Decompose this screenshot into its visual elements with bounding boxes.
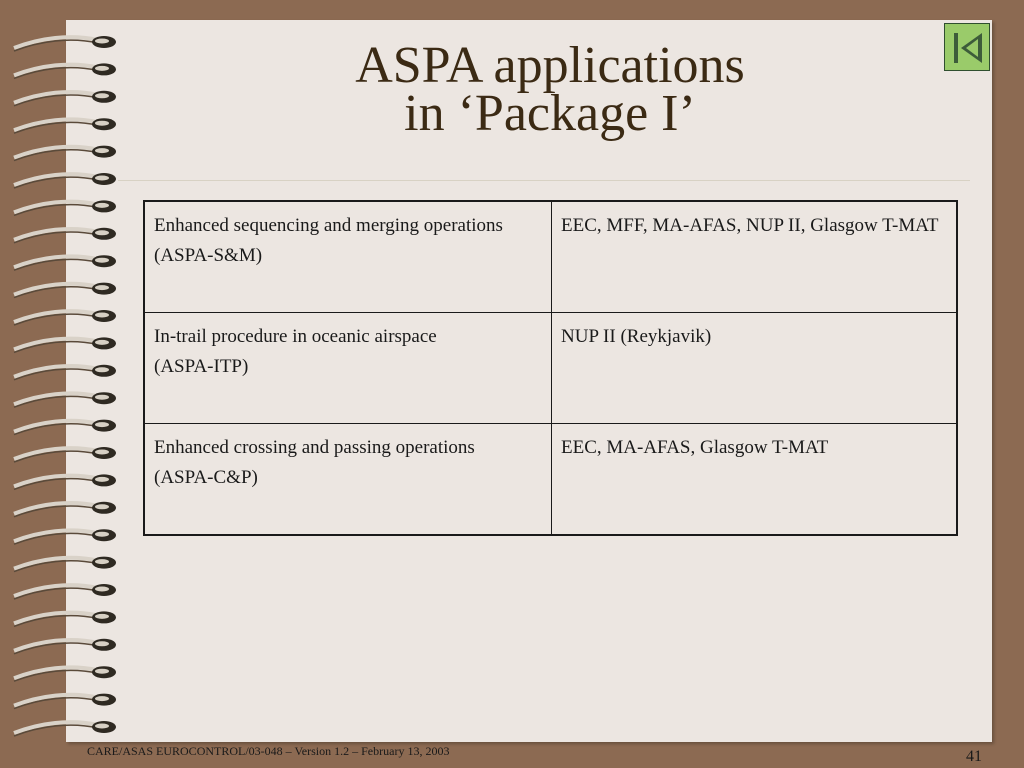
spiral-hole-highlight: [95, 176, 109, 181]
spiral-hole-highlight: [95, 724, 109, 729]
spiral-hole-highlight: [95, 121, 109, 126]
application-text: (ASPA-C&P): [154, 467, 258, 488]
spiral-hole-highlight: [95, 230, 109, 235]
spiral-hole-highlight: [95, 669, 109, 674]
title-line-1: ASPA applications: [355, 37, 745, 94]
application-text: (ASPA-ITP): [154, 356, 249, 377]
spiral-hole-highlight: [95, 559, 109, 564]
spiral-hole-highlight: [95, 477, 109, 482]
spiral-hole-highlight: [95, 614, 109, 619]
first-slide-button[interactable]: [944, 23, 990, 71]
projects-cell: [552, 313, 958, 424]
application-cell: [144, 201, 552, 313]
spiral-hole-highlight: [95, 148, 109, 153]
projects-cell: [552, 424, 958, 536]
spiral-hole-highlight: [95, 422, 109, 427]
spiral-hole-highlight: [95, 532, 109, 537]
spiral-hole-highlight: [95, 395, 109, 400]
title-divider: [118, 180, 970, 181]
application-text: Enhanced sequencing and merging operations: [154, 215, 503, 236]
projects-text: EEC, MA-AFAS, Glasgow T-MAT: [561, 437, 829, 458]
spiral-hole-highlight: [95, 641, 109, 646]
table-row: [144, 424, 957, 536]
spiral-hole-highlight: [95, 313, 109, 318]
table-row: [144, 313, 957, 424]
spiral-hole-highlight: [95, 587, 109, 592]
projects-text: NUP II (Reykjavik): [561, 326, 712, 347]
application-text: In-trail procedure in oceanic airspace: [154, 326, 437, 347]
page-number: 41: [966, 748, 982, 765]
spiral-binding: [10, 28, 120, 740]
title-line-2: in ‘Package I’: [404, 85, 696, 142]
application-cell: [144, 313, 552, 424]
spiral-hole-highlight: [95, 504, 109, 509]
footer-text: CARE/ASAS EUROCONTROL/03-048 – Version 1.2 – February 13, 2003: [87, 744, 450, 758]
spiral-hole-highlight: [95, 367, 109, 372]
applications-table: [143, 200, 958, 536]
spiral-hole-highlight: [95, 285, 109, 290]
application-cell: [144, 424, 552, 536]
spiral-hole-highlight: [95, 203, 109, 208]
spiral-hole-highlight: [95, 93, 109, 98]
first-slide-icon: [951, 30, 985, 66]
application-text: (ASPA-S&M): [154, 245, 263, 266]
spiral-hole-highlight: [95, 450, 109, 455]
table-row: [144, 201, 957, 313]
projects-text: EEC, MFF, MA-AFAS, NUP II, Glasgow T-MAT: [561, 215, 939, 236]
projects-cell: [552, 201, 958, 313]
spiral-hole-highlight: [95, 39, 109, 44]
spiral-hole-highlight: [95, 258, 109, 263]
spiral-hole-highlight: [95, 340, 109, 345]
application-text: Enhanced crossing and passing operations: [154, 437, 475, 458]
slide-title: [180, 37, 920, 142]
spiral-hole-highlight: [95, 696, 109, 701]
spiral-hole-highlight: [95, 66, 109, 71]
